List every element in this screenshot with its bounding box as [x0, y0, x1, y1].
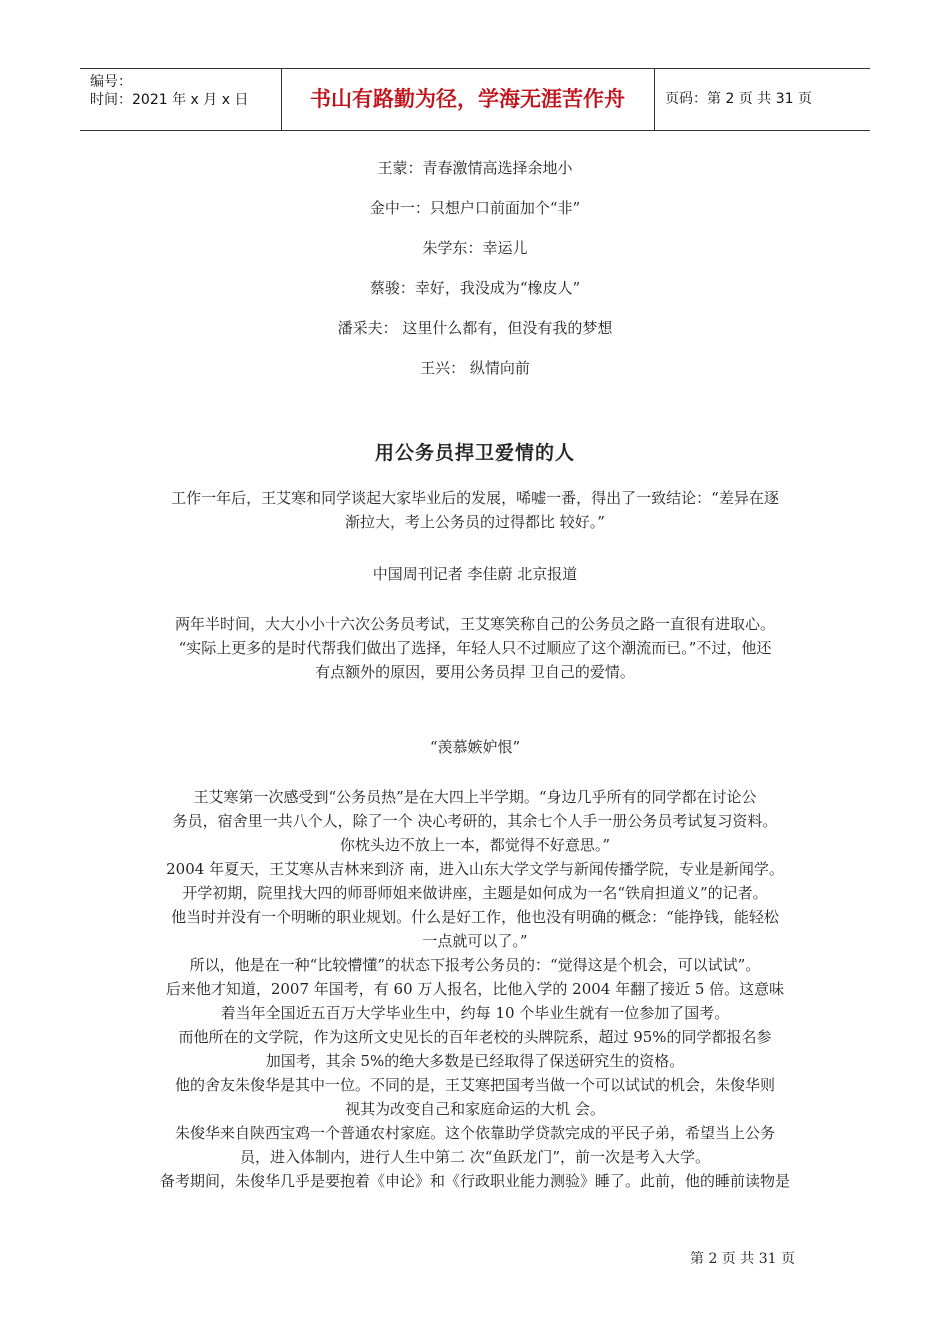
text-line: 两年半时间，大大小小十六次公务员考试，王艾寒笑称自己的公务员之路一直很有进取心。 [174, 615, 775, 633]
article-title: 用公务员捍卫爱情的人 [374, 442, 575, 464]
text-line: “实际上更多的是时代帮我们做出了选择，年轻人只不过顺应了这个潮流而已。”不过，他还 [178, 639, 772, 657]
article-lead [138, 486, 812, 534]
article-intro [138, 612, 812, 684]
header-motto: 书山有路勤为径，学海无涯苦作舟 [281, 69, 655, 130]
time-label: 时间：2021 年 x 月 x 日 [90, 92, 249, 108]
number-label: 编号： [90, 74, 132, 90]
page-footer: 第 2 页 共 31 页 [690, 1251, 795, 1267]
text-line: 加国考，其余 5%的绝大多数是已经取得了保送研究生的资格。 [265, 1052, 685, 1070]
article-body [138, 785, 812, 1193]
text-line: 王艾寒第一次感受到“公务员热”是在大四上半学期。“身边几乎所有的同学都在讨论公 [193, 788, 757, 806]
text-line: 2004 年夏天，王艾寒从吉林来到济 南，进入山东大学文学与新闻传播学院，专业是新闻学。 [166, 860, 784, 878]
text-line: 员，进入体制内，进行人生中第二 次“鱼跃龙门”，前一次是考入大学。 [239, 1148, 711, 1166]
text-line: 务员，宿舍里一共八个人，除了一个 决心考研的，其余七个人手一册公务员考试复习资料。 [172, 812, 778, 830]
text-line: 他的舍友朱俊华是其中一位。不同的是，王艾寒把国考当做一个可以试试的机会，朱俊华则 [174, 1076, 775, 1094]
text-line: 朱俊华来自陕西宝鸡一个普通农村家庭。这个依靠助学贷款完成的平民子弟，希望当上公务 [174, 1124, 775, 1142]
text-line: 他当时并没有一个明晰的职业规划。什么是好工作，他也没有明确的概念：“能挣钱，能轻松 [171, 908, 779, 926]
text-line: 开学初期，院里找大四的师哥师姐来做讲座，主题是如何成为一名“铁肩担道义”的记者。 [182, 884, 768, 902]
header-page-code: 页码：第 2 页 共 31 页 [665, 91, 812, 107]
text-line: 你枕头边不放上一本，都觉得不好意思。” [339, 836, 611, 854]
people-line: 王蒙：青春激情高选择余地小 [377, 159, 573, 177]
text-line: 有点额外的原因，要用公务员捍 卫自己的爱情。 [315, 663, 635, 681]
people-line: 王兴： 纵情向前 [420, 359, 530, 377]
text-line: 备考期间，朱俊华几乎是要抱着《申论》和《行政职业能力测验》睡了。此前，他的睡前读物是 [159, 1172, 790, 1190]
people-line: 金中一：只想户口前面加个“非” [369, 199, 581, 217]
people-line: 蔡骏：幸好，我没成为“橡皮人” [369, 279, 581, 297]
text-line: 而他所在的文学院，作为这所文史见长的百年老校的头牌院系，超过 95%的同学都报名参 [178, 1028, 772, 1046]
text-line: 工作一年后，王艾寒和同学谈起大家毕业后的发展，唏嘘一番，得出了一致结论：“差异在逐 [171, 489, 779, 507]
text-line: 视其为改变自己和家庭命运的大机 会。 [345, 1100, 605, 1118]
text-line: 后来他才知道，2007 年国考，有 60 万人报名，比他入学的 2004 年翻了接近 5 倍。这意味 [165, 980, 785, 998]
section-heading: “羡慕嫉妒恨” [429, 738, 521, 756]
text-line: 一点就可以了。” [422, 932, 528, 950]
people-line: 朱学东：幸运儿 [422, 239, 528, 257]
page-header [80, 68, 870, 131]
article-byline: 中国周刊记者 李佳蔚 北京报道 [372, 565, 578, 583]
text-line: 渐拉大，考上公务员的过得都比 较好。” [345, 513, 605, 531]
header-meta-cell [80, 69, 282, 130]
text-line: 所以，他是在一种“比较懵懂”的状态下报考公务员的：“觉得这是个机会，可以试试”。 [189, 956, 761, 974]
text-line: 着当年全国近五百万大学毕业生中，约每 10 个毕业生就有一位参加了国考。 [220, 1004, 730, 1022]
people-line: 潘采夫： 这里什么都有，但没有我的梦想 [337, 319, 613, 337]
